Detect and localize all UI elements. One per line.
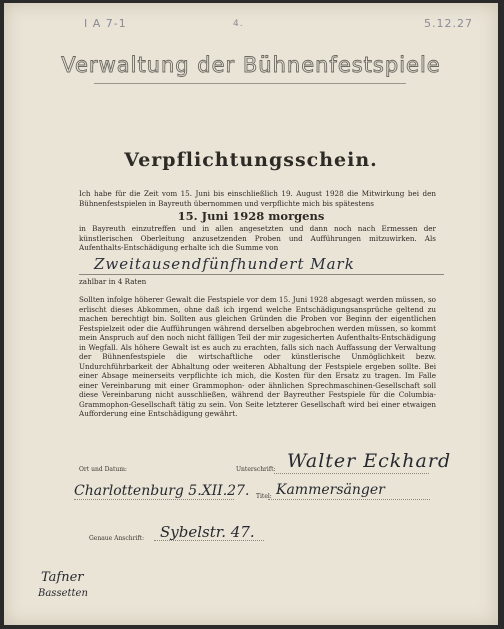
archive-reference-left: I A 7-1 [84,17,127,30]
handwritten-address: Sybelstr. 47. [160,523,255,541]
handwritten-title: Kammersänger [276,482,385,498]
letterhead-rule [94,83,406,84]
intro-paragraph: Ich habe für die Zeit vom 15. Juni bis einschließlich 19. August 1928 die Mitwirkung bei den Bühnenfestspielen in Bayreuth übernommen und verpflichte mich bis spätestens [79,189,436,208]
place-date-line [74,499,234,500]
address-line [154,540,264,541]
label-signature: Unterschrift: [236,466,276,473]
handwritten-signature: Walter Eckhard [287,450,452,472]
title-line [268,499,430,500]
document-title: Verpflichtungsschein. [124,149,378,171]
payment-installments: zahlbar in 4 Raten [79,277,147,286]
obligations-paragraph: in Bayreuth einzutreffen und in allen angesetzten und dann noch nach Ermessen der künstlerischen Oberleitung anzusetzenden Proben und Aufführungen mitzuwirken. Als Aufenthalts-Entschädigung erhalte ich die Summe von [79,224,436,252]
signature-line [274,473,429,474]
terms-paragraph: Sollten infolge höherer Gewalt die Festspiele vor dem 15. Juni 1928 abgesagt werden müssen, so erlischt dieses Abkommen, ohne daß ich irgend welche Entschädigungsansprüche geltend zu machen berechtigt bin. Sollten aus gleichen Gründen die Proben vor Beginn der eigentlichen Festspielzeit oder die Aufführungen während derselben abgebrochen werden müssen, so kommt mein Anspruch auf den noch nicht fälligen Teil der mir zugesicherten Aufenthalts-Entschädigung in Wegfall. Als höhere Gewalt ist es auch zu erachten, falls sich nach Auffassung der Verwaltung der Bühnenfestspiele die wirtschaftliche oder künstlerische Unmöglichkeit bezw. Undurchführbarkeit der Abhaltung oder weiteren Abhaltung der Festspiele ergeben sollte. Bei einer Absage meinerseits verpflichte ich mich, die Kosten für den Ersatz zu tragen. Im Falle einer Vereinbarung mit einer Grammophon- oder ähnlichen Sprechmaschinen-Gesellschaft soll diese Vereinbarung nicht ausschließen, während der Bayreuther Festspiele für die Columbia-Grammophon-Gesellschaft tätig zu sein. Von Seite letzterer Gesellschaft wird bei einer etwaigen Aufforderung eine Entschädigung gewährt. [79,295,436,418]
archive-reference-right: 5.12.27 [424,17,473,30]
label-title: Titel: [256,493,272,500]
label-place-date: Ort und Datum: [79,466,127,473]
document-sheet [4,3,498,625]
handwritten-note-line2: Bassetten [38,588,88,599]
amount-line [79,274,444,275]
label-address: Genaue Anschrift: [89,535,145,542]
handwritten-amount: Zweitausendfünfhundert Mark [94,255,355,273]
arrival-deadline: 15. Juni 1928 morgens [177,209,325,223]
letterhead-title: Verwaltung der Bühnenfestspiele [61,53,441,77]
archive-reference-mid: 4. [233,19,244,29]
handwritten-place-date: Charlottenburg 5.XII.27. [74,483,250,499]
handwritten-note-line1: Tafner [41,570,84,585]
